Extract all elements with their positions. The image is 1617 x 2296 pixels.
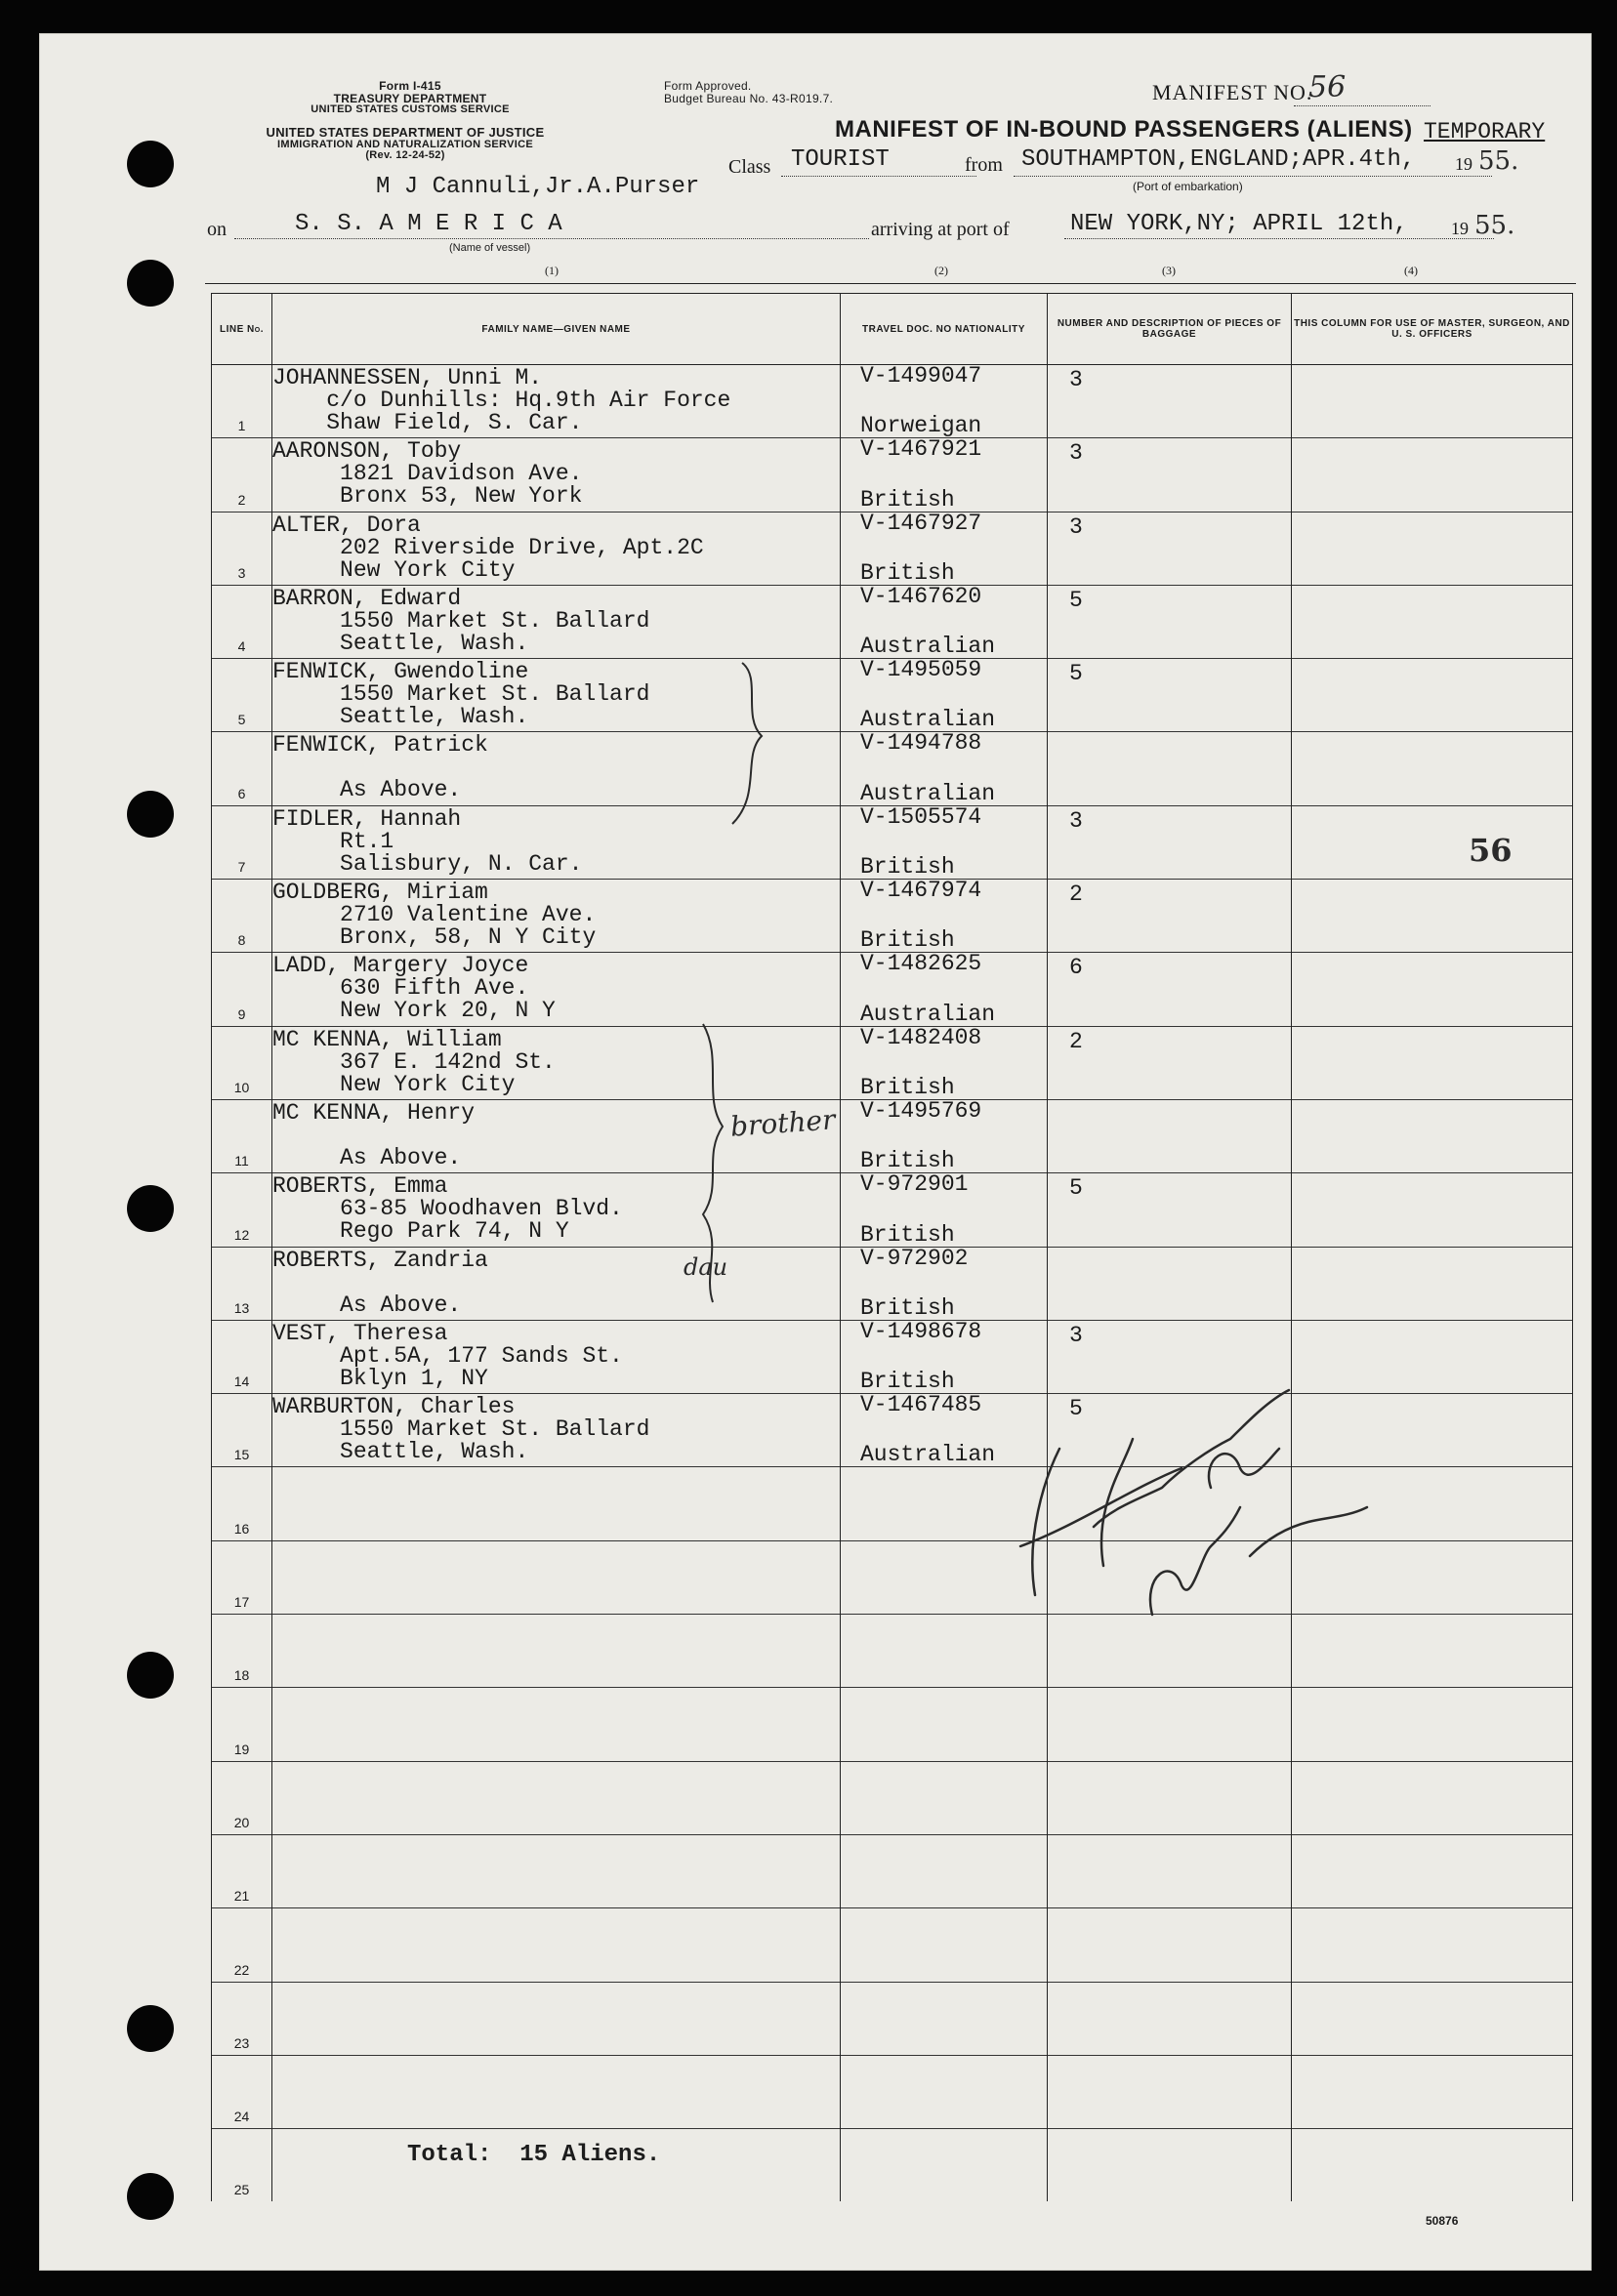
travel-doc-cell xyxy=(841,805,1048,879)
baggage-cell xyxy=(1048,1982,1292,2055)
passenger-name xyxy=(272,1467,840,1469)
name-cell xyxy=(272,2055,841,2128)
passenger-name: MC KENNA, Henry As Above. xyxy=(272,1099,476,1170)
officer-cell xyxy=(1292,1688,1573,1761)
baggage-cell xyxy=(1048,512,1292,585)
name-cell xyxy=(272,438,841,512)
travel-doc-cell xyxy=(841,1761,1048,1834)
handwritten-signature xyxy=(976,1361,1387,1654)
justice-department: UNITED STATES DEPARTMENT OF JUSTICE xyxy=(266,125,545,140)
baggage-count xyxy=(1048,1688,1291,1690)
line-number-cell xyxy=(212,1099,272,1172)
nationality: British xyxy=(860,1148,955,1174)
officer-cell xyxy=(1292,585,1573,658)
travel-doc-number: V-1495769 xyxy=(860,1097,982,1124)
line-number: 20 xyxy=(233,1814,250,1830)
table-row xyxy=(212,1834,1573,1907)
name-cell xyxy=(272,1467,841,1540)
nationality: British xyxy=(860,1221,955,1248)
class-label: Class xyxy=(728,156,771,178)
officer-cell xyxy=(1292,1761,1573,1834)
travel-doc-cell xyxy=(841,1099,1048,1172)
baggage-count xyxy=(1048,1908,1291,1910)
table-row xyxy=(212,438,1573,512)
baggage-cell xyxy=(1048,365,1292,438)
name-cell xyxy=(272,1247,841,1320)
baggage-cell xyxy=(1048,2055,1292,2128)
form-approved: Form Approved. xyxy=(664,79,752,93)
passenger-name: ROBERTS, Emma 63-85 Woodhaven Blvd. Rego Park 74, N Y xyxy=(272,1173,623,1245)
line-number-cell xyxy=(212,1761,272,1834)
nationality: British xyxy=(860,1074,955,1100)
travel-doc-number: V-1482625 xyxy=(860,951,982,977)
table-row xyxy=(212,512,1573,585)
baggage-cell xyxy=(1048,1099,1292,1172)
officer-cell xyxy=(1292,880,1573,953)
line-number: 12 xyxy=(233,1226,250,1243)
travel-doc-number: V-1495059 xyxy=(860,657,982,683)
table-row xyxy=(212,1173,1573,1247)
line-number-cell xyxy=(212,1540,272,1614)
table-header-row xyxy=(212,294,1573,365)
baggage-count xyxy=(1048,1248,1291,1250)
line-number-cell xyxy=(212,438,272,512)
line-number: 6 xyxy=(237,785,246,801)
line-number-cell xyxy=(212,659,272,732)
nationality: Australian xyxy=(860,707,996,733)
table-row xyxy=(212,880,1573,953)
line-number: 16 xyxy=(233,1520,250,1537)
table-row xyxy=(212,1099,1573,1172)
travel-doc-cell xyxy=(841,1173,1048,1247)
travel-doc-number: V-1494788 xyxy=(860,730,982,757)
travel-doc-number: V-1498678 xyxy=(860,1318,982,1344)
passenger-name: JOHANNESSEN, Unni M. c/o Dunhills: Hq.9th Air Force Shaw Field, S. Car. xyxy=(272,365,731,435)
line-number-cell xyxy=(212,1982,272,2055)
officer-cell xyxy=(1292,365,1573,438)
line-number: 17 xyxy=(233,1594,250,1611)
manifest-sheet xyxy=(39,33,1592,2271)
name-cell xyxy=(272,585,841,658)
nationality: British xyxy=(860,854,955,881)
passenger-name xyxy=(272,1615,840,1617)
nationality: Australian xyxy=(860,1442,996,1468)
passenger-name: BARRON, Edward 1550 Market St. Ballard Seattle, Wash. xyxy=(272,585,650,656)
officer-cell xyxy=(1292,2055,1573,2128)
line-number: 19 xyxy=(233,1741,250,1757)
column-number-3: (3) xyxy=(1162,264,1176,277)
travel-doc-number: V-1499047 xyxy=(860,363,982,389)
baggage-count: 2 xyxy=(1069,1028,1083,1054)
passenger-name: WARBURTON, Charles 1550 Market St. Ballard Seattle, Wash. xyxy=(272,1394,650,1465)
officer-cell xyxy=(1292,1908,1573,1982)
manifest-number-line xyxy=(1294,105,1430,106)
manifest-number-label: MANIFEST NO. xyxy=(1152,80,1313,104)
line-number: 4 xyxy=(237,638,246,655)
nationality: British xyxy=(860,1294,955,1321)
travel-doc-cell xyxy=(841,2055,1048,2128)
class-line xyxy=(781,176,976,177)
name-cell xyxy=(272,1320,841,1393)
line-number: 14 xyxy=(233,1374,250,1390)
table-row xyxy=(212,1982,1573,2055)
baggage-cell xyxy=(1048,805,1292,879)
baggage-cell xyxy=(1048,1908,1292,1982)
nationality: British xyxy=(860,927,955,954)
baggage-cell xyxy=(1048,585,1292,658)
travel-doc-cell xyxy=(841,659,1048,732)
name-cell xyxy=(272,880,841,953)
baggage-count xyxy=(1048,732,1291,734)
line-number: 5 xyxy=(237,712,246,728)
travel-doc-cell xyxy=(841,880,1048,953)
justice-header xyxy=(205,126,605,162)
customs-service: UNITED STATES CUSTOMS SERVICE xyxy=(311,103,510,116)
travel-doc-number: V-1467974 xyxy=(860,878,982,904)
travel-doc-cell xyxy=(841,2129,1048,2202)
name-cell xyxy=(272,1173,841,1247)
line-number: 25 xyxy=(233,2182,250,2198)
officer-cell xyxy=(1292,2129,1573,2202)
from-line xyxy=(1014,176,1492,177)
baggage-count xyxy=(1048,2056,1291,2058)
table-row xyxy=(212,1026,1573,1099)
passenger-name xyxy=(272,1541,840,1543)
baggage-count xyxy=(1048,1100,1291,1102)
column-number-4: (4) xyxy=(1404,264,1418,277)
header-travel-doc: TRAVEL DOC. NO NATIONALITY xyxy=(841,294,1048,365)
officer-cell xyxy=(1292,732,1573,805)
table-row xyxy=(212,1908,1573,1982)
binder-hole xyxy=(127,2173,174,2220)
officer-cell xyxy=(1292,438,1573,512)
on-label: on xyxy=(207,219,227,240)
name-cell xyxy=(272,1908,841,1982)
passenger-name xyxy=(272,2129,840,2131)
table-row xyxy=(212,1761,1573,1834)
travel-doc-number: V-1467927 xyxy=(860,510,982,536)
nationality: Australian xyxy=(860,1001,996,1027)
line-number: 23 xyxy=(233,2034,250,2051)
nationality: Australian xyxy=(860,634,996,660)
line-number: 13 xyxy=(233,1299,250,1316)
passenger-name xyxy=(272,2056,840,2058)
travel-doc-cell xyxy=(841,512,1048,585)
passenger-name: AARONSON, Toby 1821 Davidson Ave. Bronx 53, New York xyxy=(272,438,583,510)
officer-cell xyxy=(1292,805,1573,879)
baggage-cell xyxy=(1048,1173,1292,1247)
vessel-name: S. S. A M E R I C A xyxy=(295,211,562,237)
nationality: British xyxy=(860,559,955,586)
line-number: 8 xyxy=(237,932,246,949)
nationality: Australian xyxy=(860,780,996,806)
header-officers: THIS COLUMN FOR USE OF MASTER, SURGEON, AND U. S. OFFICERS xyxy=(1292,294,1573,365)
travel-doc-cell xyxy=(841,438,1048,512)
passenger-name xyxy=(272,1688,840,1690)
class-value: TOURIST xyxy=(791,146,890,173)
officer-cell xyxy=(1292,512,1573,585)
line-number-cell xyxy=(212,1834,272,1907)
baggage-count xyxy=(1048,2129,1291,2131)
purser-name: M J Cannuli,Jr.A.Purser xyxy=(376,174,700,200)
vessel-note: (Name of vessel) xyxy=(449,242,531,254)
line-number: 1 xyxy=(237,418,246,434)
column-number-2: (2) xyxy=(934,264,948,277)
table-row xyxy=(212,732,1573,805)
baggage-cell xyxy=(1048,1834,1292,1907)
name-cell xyxy=(272,1761,841,1834)
from-label: from xyxy=(965,154,1003,176)
binder-hole xyxy=(127,1652,174,1699)
travel-doc-cell xyxy=(841,1026,1048,1099)
line-number: 10 xyxy=(233,1079,250,1095)
vessel-line xyxy=(234,238,869,239)
budget-bureau: Budget Bureau No. 43-R019.7. xyxy=(664,91,834,105)
passenger-name: FENWICK, Gwendoline 1550 Market St. Ballard Seattle, Wash. xyxy=(272,659,650,730)
officer-cell xyxy=(1292,1099,1573,1172)
baggage-count: 3 xyxy=(1069,440,1083,467)
revision-date: (Rev. 12-24-52) xyxy=(365,149,445,162)
temporary-stamp: TEMPORARY xyxy=(1424,119,1546,144)
travel-doc-cell xyxy=(841,585,1048,658)
baggage-cell xyxy=(1048,1761,1292,1834)
treasury-department: TREASURY DEPARTMENT xyxy=(333,91,487,105)
baggage-count: 3 xyxy=(1069,367,1083,392)
travel-doc-number: V-972902 xyxy=(860,1245,969,1271)
binder-hole xyxy=(127,260,174,307)
header-name: FAMILY NAME—GIVEN NAME xyxy=(272,294,841,365)
officer-cell xyxy=(1292,1834,1573,1907)
line-number: 24 xyxy=(233,2109,250,2125)
serial-number: 50876 xyxy=(1426,2214,1459,2228)
baggage-count: 3 xyxy=(1069,513,1083,540)
line-number: 22 xyxy=(233,1961,250,1978)
officer-cell xyxy=(1292,659,1573,732)
passenger-name: LADD, Margery Joyce 630 Fifth Ave. New York 20, N Y xyxy=(272,953,556,1024)
table-row xyxy=(212,365,1573,438)
travel-doc-number: V-1482408 xyxy=(860,1024,982,1050)
baggage-count: 5 xyxy=(1069,661,1083,687)
travel-doc-cell xyxy=(841,1982,1048,2055)
name-cell xyxy=(272,1834,841,1907)
name-cell xyxy=(272,1394,841,1467)
line-number-cell xyxy=(212,1320,272,1393)
officer-cell xyxy=(1292,1173,1573,1247)
table-row xyxy=(212,2055,1573,2128)
baggage-count xyxy=(1048,1762,1291,1764)
line-number-cell xyxy=(212,1467,272,1540)
baggage-count: 2 xyxy=(1069,882,1083,908)
side-bracket-2 xyxy=(684,1019,742,1312)
binder-hole xyxy=(127,1185,174,1232)
baggage-cell xyxy=(1048,732,1292,805)
passenger-name: ALTER, Dora 202 Riverside Drive, Apt.2C New York City xyxy=(272,512,704,583)
baggage-count xyxy=(1048,1983,1291,1985)
passenger-name xyxy=(272,1983,840,1985)
name-cell xyxy=(272,512,841,585)
from-year: 55. xyxy=(1478,146,1519,176)
passenger-name: ROBERTS, Zandria As Above. xyxy=(272,1247,488,1318)
ins-service: IMMIGRATION AND NATURALIZATION SERVICE xyxy=(277,138,533,150)
baggage-count: 6 xyxy=(1069,955,1083,981)
line-number-cell xyxy=(212,2129,272,2202)
passenger-name: MC KENNA, William 367 E. 142nd St. New York City xyxy=(272,1026,556,1097)
baggage-cell xyxy=(1048,880,1292,953)
baggage-cell xyxy=(1048,438,1292,512)
from-year-prefix: 19 xyxy=(1455,154,1472,174)
line-number-cell xyxy=(212,512,272,585)
passenger-name xyxy=(272,1908,840,1910)
header-baggage: NUMBER AND DESCRIPTION OF PIECES OF BAGGAGE xyxy=(1048,294,1292,365)
arrive-year: 55. xyxy=(1474,211,1515,240)
name-cell xyxy=(272,1026,841,1099)
officer-cell xyxy=(1292,1026,1573,1099)
travel-doc-number: V-1467485 xyxy=(860,1392,982,1418)
nationality: British xyxy=(860,1369,955,1395)
travel-doc-cell xyxy=(841,365,1048,438)
line-number: 3 xyxy=(237,564,246,581)
handwritten-dau: dau xyxy=(684,1253,728,1281)
total-aliens: Total: 15 Aliens. xyxy=(407,2142,661,2168)
line-number-cell xyxy=(212,1908,272,1982)
arrive-year-prefix: 19 xyxy=(1451,219,1469,238)
passenger-name xyxy=(272,1835,840,1837)
passenger-table xyxy=(211,293,1573,2201)
line-number-cell xyxy=(212,1247,272,1320)
officer-cell xyxy=(1292,1982,1573,2055)
travel-doc-cell xyxy=(841,1834,1048,1907)
handwritten-brother: brother xyxy=(728,1103,837,1143)
line-number-cell xyxy=(212,732,272,805)
baggage-cell xyxy=(1048,2129,1292,2202)
baggage-count xyxy=(1048,1835,1291,1837)
travel-doc-cell xyxy=(841,732,1048,805)
travel-doc-cell xyxy=(841,1908,1048,1982)
travel-doc-number: V-1505574 xyxy=(860,803,982,830)
from-value: SOUTHAMPTON,ENGLAND;APR.4th, xyxy=(1021,146,1416,173)
passenger-name: GOLDBERG, Miriam 2710 Valentine Ave. Bronx, 58, N Y City xyxy=(272,880,597,951)
line-number: 7 xyxy=(237,859,246,876)
agency-header xyxy=(244,80,576,116)
passenger-name: FENWICK, Patrick As Above. xyxy=(272,732,488,803)
name-cell xyxy=(272,365,841,438)
line-number-cell xyxy=(212,1173,272,1247)
name-cell xyxy=(272,1688,841,1761)
baggage-cell xyxy=(1048,659,1292,732)
baggage-count: 5 xyxy=(1069,1396,1083,1422)
line-number-cell xyxy=(212,2055,272,2128)
baggage-cell xyxy=(1048,1026,1292,1099)
travel-doc-cell xyxy=(841,1247,1048,1320)
line-number: 15 xyxy=(233,1447,250,1463)
nationality: British xyxy=(860,486,955,512)
arriving-label: arriving at port of xyxy=(871,219,1010,240)
line-number: 9 xyxy=(237,1005,246,1022)
travel-doc-number: V-1467921 xyxy=(860,436,982,463)
line-number-cell xyxy=(212,1688,272,1761)
name-cell xyxy=(272,1540,841,1614)
arriving-value: NEW YORK,NY; APRIL 12th, xyxy=(1070,211,1408,237)
name-cell xyxy=(272,1615,841,1688)
line-number-cell xyxy=(212,953,272,1026)
officer-cell xyxy=(1292,1247,1573,1320)
binder-hole xyxy=(127,791,174,838)
form-approval xyxy=(664,80,879,104)
travel-doc-number: V-972901 xyxy=(860,1171,969,1198)
header-rule xyxy=(205,283,1576,284)
table-row xyxy=(212,585,1573,658)
travel-doc-number: V-1467620 xyxy=(860,583,982,609)
travel-doc-cell xyxy=(841,953,1048,1026)
line-number-cell xyxy=(212,585,272,658)
line-number: 2 xyxy=(237,491,246,508)
baggage-count: 3 xyxy=(1069,1322,1083,1348)
line-number-cell xyxy=(212,365,272,438)
manifest-title: MANIFEST OF IN-BOUND PASSENGERS (ALIENS) xyxy=(835,116,1413,143)
passenger-name xyxy=(272,1762,840,1764)
port-embarkation-note: (Port of embarkation) xyxy=(1133,180,1243,193)
line-number: 21 xyxy=(233,1888,250,1905)
line-number-cell xyxy=(212,1026,272,1099)
arriving-line xyxy=(1064,238,1494,239)
column-number-1: (1) xyxy=(545,264,559,277)
name-cell xyxy=(272,1982,841,2055)
table-row xyxy=(212,659,1573,732)
line-number-cell xyxy=(212,1615,272,1688)
table-row xyxy=(212,805,1573,879)
table-row xyxy=(212,1688,1573,1761)
baggage-cell xyxy=(1048,953,1292,1026)
baggage-cell xyxy=(1048,1247,1292,1320)
line-number-cell xyxy=(212,880,272,953)
officer-mark: 56 xyxy=(1469,832,1513,869)
header-line-no: LINE No. xyxy=(212,294,272,365)
baggage-count: 5 xyxy=(1069,587,1083,613)
binder-hole xyxy=(127,2005,174,2052)
officer-cell xyxy=(1292,953,1573,1026)
line-number-cell xyxy=(212,1394,272,1467)
table-row xyxy=(212,1247,1573,1320)
passenger-name: FIDLER, Hannah Rt.1 Salisbury, N. Car. xyxy=(272,805,583,877)
name-cell xyxy=(272,953,841,1026)
travel-doc-cell xyxy=(841,1688,1048,1761)
passenger-name: VEST, Theresa Apt.5A, 177 Sands St. Bklyn 1, NY xyxy=(272,1320,623,1391)
baggage-cell xyxy=(1048,1688,1292,1761)
line-number: 18 xyxy=(233,1667,250,1684)
manifest-number: 56 xyxy=(1308,70,1347,104)
side-bracket-1 xyxy=(723,658,781,834)
baggage-count: 5 xyxy=(1069,1175,1083,1202)
nationality: Norweigan xyxy=(860,413,982,439)
table-row xyxy=(212,953,1573,1026)
form-number: Form I-415 xyxy=(379,79,441,93)
line-number-cell xyxy=(212,805,272,879)
binder-hole xyxy=(127,141,174,187)
line-number: 11 xyxy=(234,1153,249,1169)
baggage-count: 3 xyxy=(1069,807,1083,834)
